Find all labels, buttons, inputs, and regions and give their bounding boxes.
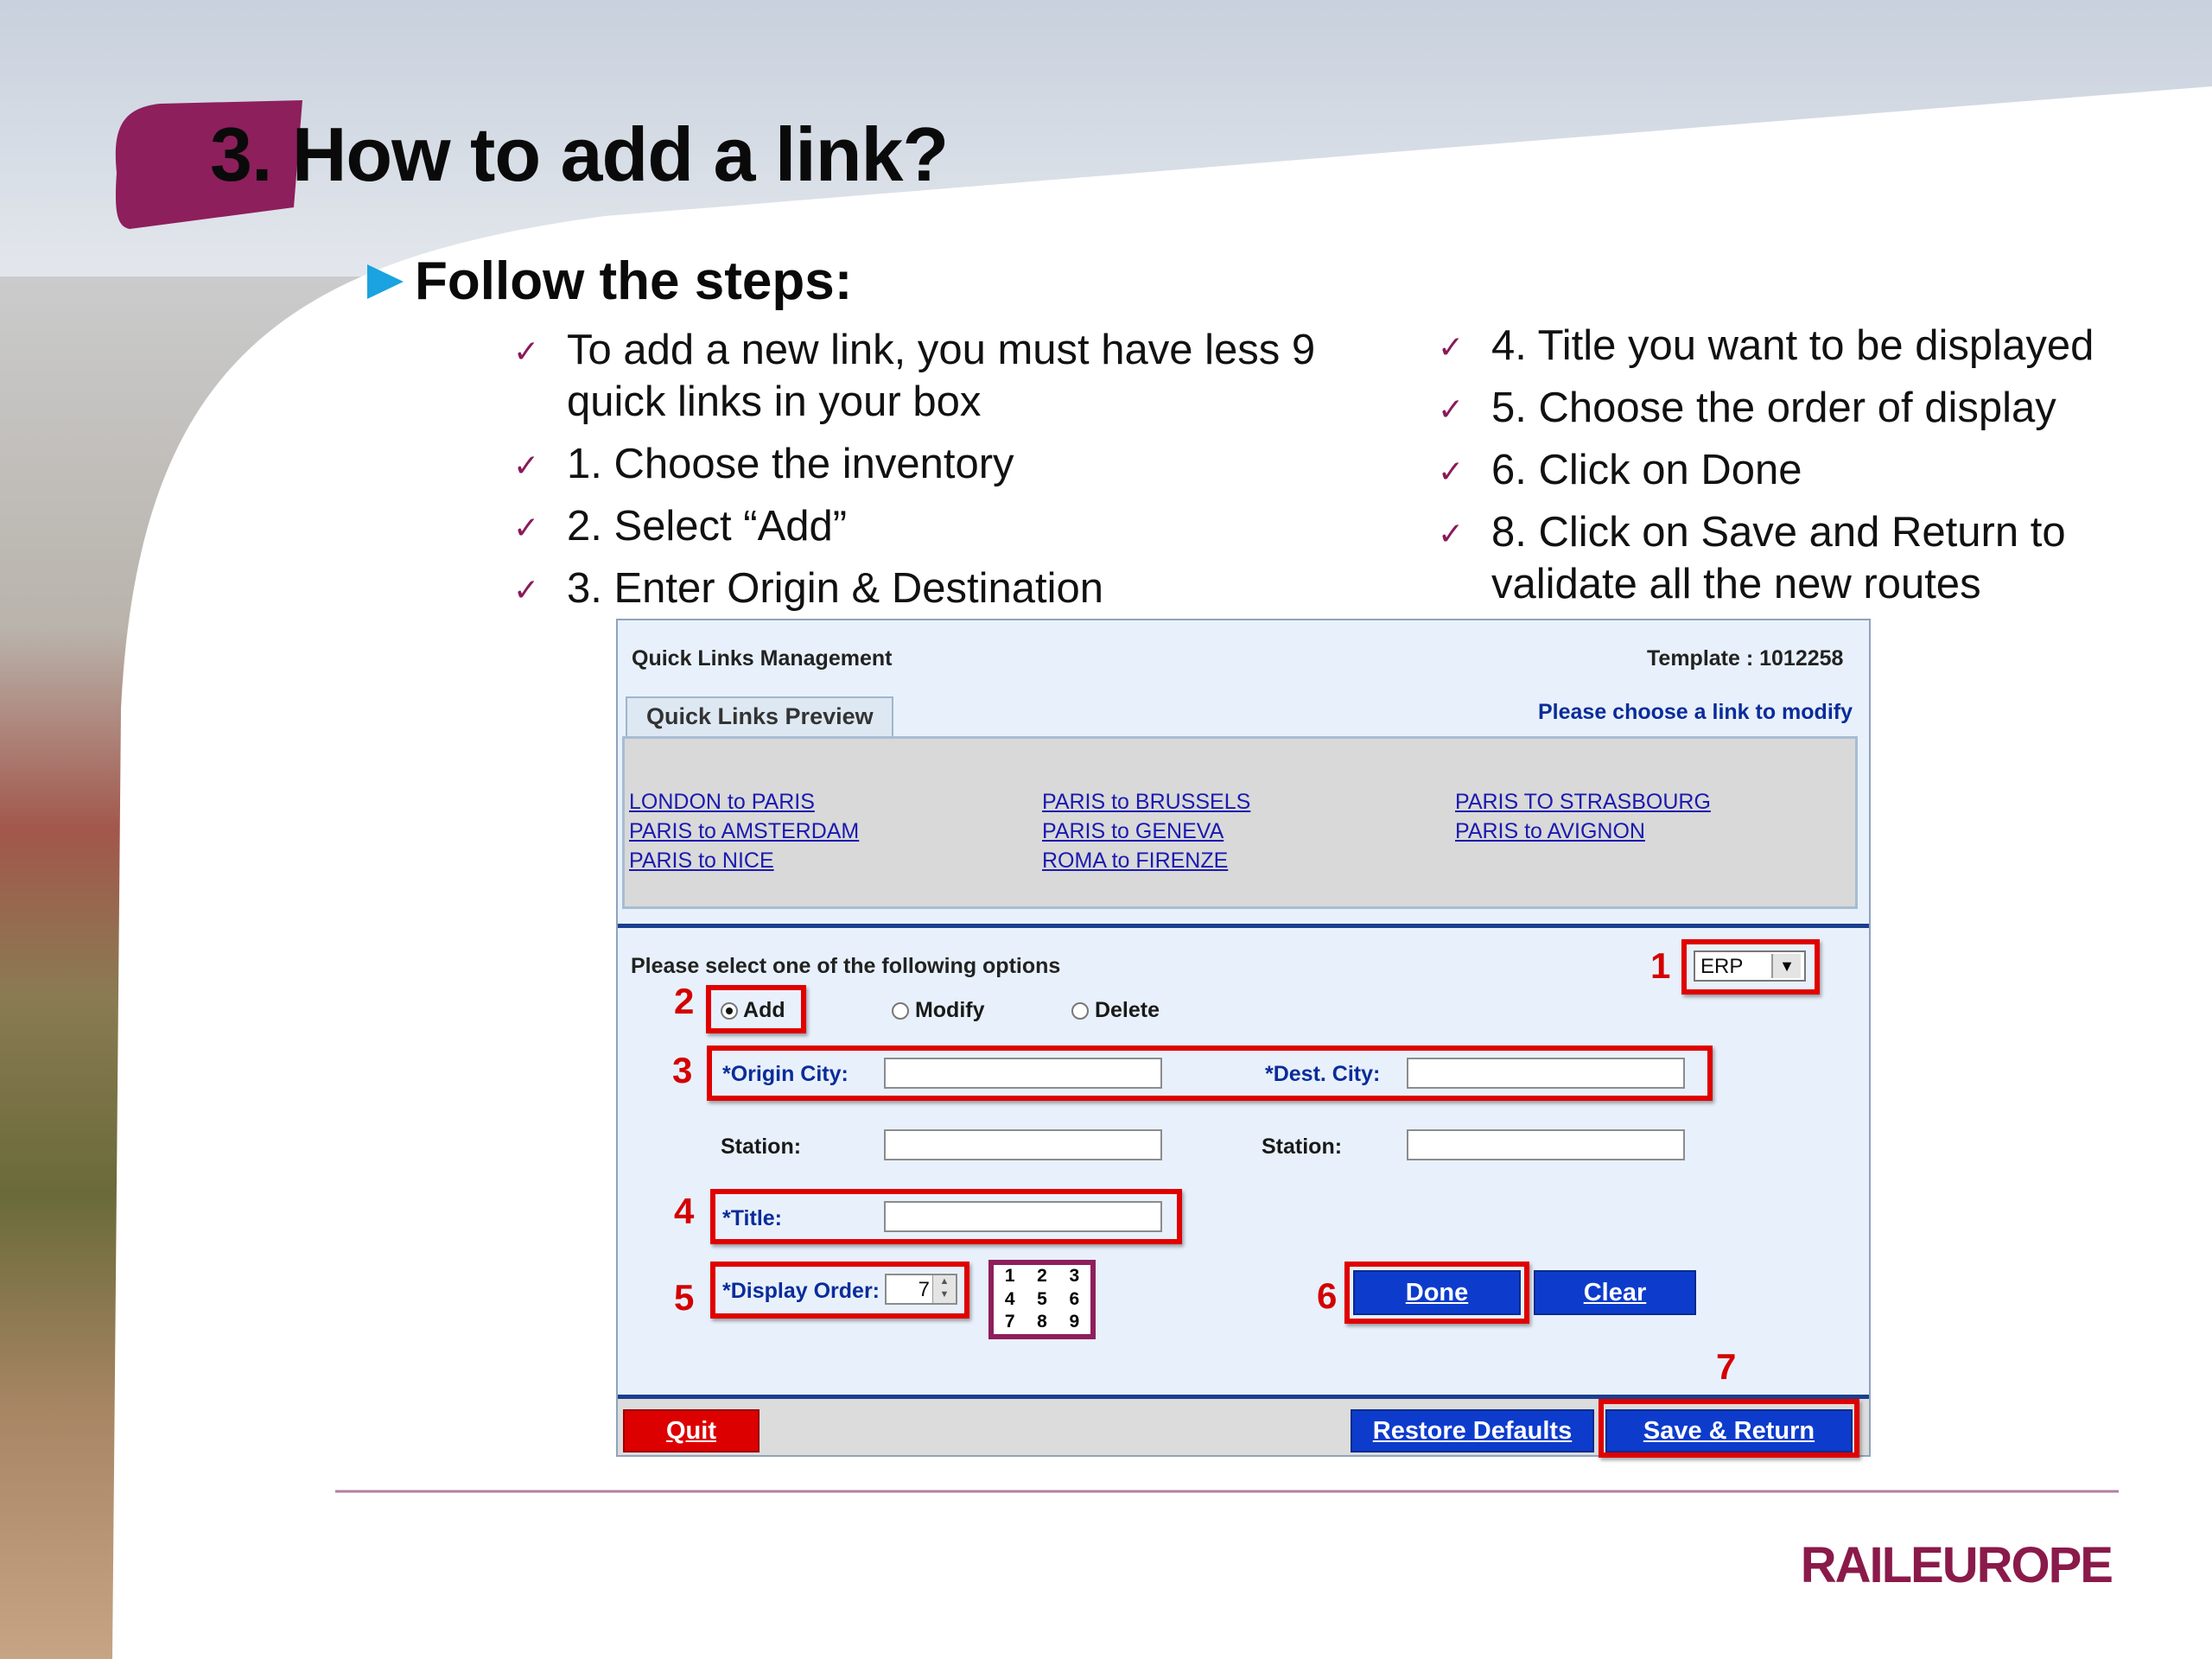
checkmark-icon: ✓ (513, 510, 540, 545)
template-label: Template : 1012258 (1647, 646, 1844, 671)
quick-link[interactable]: ROMA to FIRENZE (1042, 849, 1229, 873)
inventory-value: ERP (1700, 955, 1744, 978)
checkmark-icon: ✓ (513, 334, 540, 369)
dest-city-label: *Dest. City: (1265, 1062, 1381, 1086)
checkmark-icon: ✓ (1438, 516, 1465, 551)
dest-city-input[interactable] (1407, 1058, 1685, 1089)
tab-quick-links-preview[interactable]: Quick Links Preview (626, 696, 893, 738)
quick-link[interactable]: LONDON to PARIS (629, 790, 815, 814)
bullet-arrow-icon (367, 264, 404, 299)
radio-delete[interactable]: Delete (1071, 998, 1160, 1023)
step-item: ✓ 5. Choose the order of display (1491, 382, 2174, 434)
step-item: ✓ 8. Click on Save and Return to validate all the new routes (1438, 509, 2066, 607)
step-item: ✓ 4. Title you want to be displayed (1491, 320, 2174, 372)
radio-icon (892, 1002, 909, 1020)
title-label: *Title: (722, 1206, 782, 1230)
dest-station-label: Station: (1262, 1135, 1343, 1159)
quick-link[interactable]: PARIS to AMSTERDAM (629, 819, 860, 843)
radio-add[interactable]: Add (721, 998, 785, 1023)
dest-station-input[interactable] (1407, 1129, 1685, 1160)
radio-selected-icon (721, 1002, 738, 1020)
checkmark-icon: ✓ (513, 448, 540, 483)
checkmark-icon: ✓ (1438, 391, 1465, 427)
callout-7: 7 (1716, 1346, 1737, 1387)
done-button[interactable]: Done (1353, 1270, 1521, 1315)
section-divider (618, 924, 1869, 928)
origin-station-input[interactable] (884, 1129, 1162, 1160)
slide-title: 3. How to add a link? (210, 111, 949, 197)
origin-city-input[interactable] (884, 1058, 1162, 1089)
display-order-stepper[interactable] (885, 1274, 957, 1305)
order-grid-icon: 1 2 3 4 5 6 7 8 9 (988, 1260, 1096, 1339)
stepper-arrows-icon[interactable]: ▲ ▼ (932, 1275, 956, 1303)
chevron-down-icon[interactable]: ▼ (1771, 954, 1801, 978)
display-order-value: 7 (918, 1278, 930, 1301)
callout-4: 4 (674, 1191, 695, 1231)
callout-2: 2 (674, 981, 695, 1021)
steps-heading: Follow the steps: (415, 251, 853, 311)
origin-station-label: Station: (721, 1135, 802, 1159)
checkmark-icon: ✓ (1438, 329, 1465, 365)
checkmark-icon: ✓ (1438, 454, 1465, 489)
quick-link[interactable]: PARIS to AVIGNON (1455, 819, 1645, 843)
callout-6: 6 (1317, 1275, 1338, 1316)
radio-modify[interactable]: Modify (892, 998, 985, 1023)
step-item: ✓ 3. Enter Origin & Destination (567, 563, 1370, 614)
callout-1: 1 (1650, 945, 1671, 986)
step-item: ✓ To add a new link, you must have less 9 quick links in your box (513, 327, 1316, 425)
clear-button[interactable]: Clear (1534, 1270, 1696, 1315)
quick-link[interactable]: PARIS to GENEVA (1042, 819, 1224, 843)
step-item: ✓ 6. Click on Done (1491, 444, 2174, 496)
checkmark-icon: ✓ (513, 572, 540, 607)
title-input[interactable] (884, 1201, 1162, 1232)
step-item: ✓ 2. Select “Add” (567, 500, 1370, 552)
steps-list-left (513, 324, 1370, 625)
step-item: ✓ 1. Choose the inventory (567, 438, 1370, 490)
quick-link[interactable]: PARIS to NICE (629, 849, 774, 873)
origin-city-label: *Origin City: (722, 1062, 849, 1086)
display-order-label: *Display Order: (722, 1279, 880, 1303)
window-title: Quick Links Management (632, 646, 893, 671)
callout-5: 5 (674, 1277, 695, 1318)
quit-button[interactable]: Quit (623, 1409, 760, 1452)
restore-defaults-button[interactable]: Restore Defaults (1351, 1409, 1594, 1452)
modify-hint: Please choose a link to modify (1538, 700, 1853, 724)
raileurope-logo: RAILEUROPE (1800, 1537, 2112, 1593)
options-label: Please select one of the following options (631, 954, 1061, 978)
callout-3: 3 (672, 1050, 693, 1090)
save-return-button[interactable]: Save & Return (1605, 1409, 1853, 1452)
steps-list-right (1438, 320, 2174, 620)
quick-link[interactable]: PARIS to BRUSSELS (1042, 790, 1251, 814)
inventory-select[interactable] (1694, 950, 1806, 982)
quick-link[interactable]: PARIS TO STRASBOURG (1455, 790, 1711, 814)
radio-icon (1071, 1002, 1089, 1020)
